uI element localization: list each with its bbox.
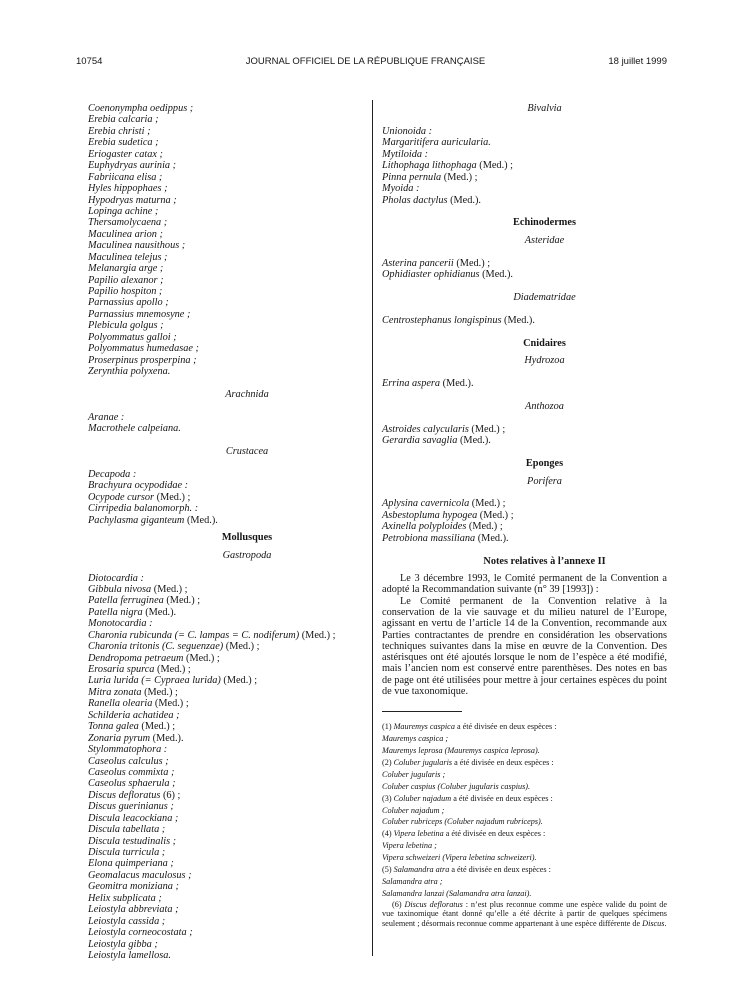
species-entry: Unionoida : <box>382 125 433 137</box>
species-entry <box>88 698 366 709</box>
section-heading: Eponges <box>525 458 564 470</box>
species-entry: Leiostyla cassida ; <box>88 915 166 927</box>
species-entry: Diotocardia : <box>88 572 144 584</box>
species-entry: Polyommatus humedasae ; <box>88 343 199 355</box>
species-entry: Erebia calcaria ; <box>88 114 159 126</box>
species-note: (Med.) ; <box>183 652 220 664</box>
species-name: Ranella olearia <box>88 698 153 710</box>
species-note: (Med.) ; <box>299 629 336 641</box>
species-entry: Schilderia achatidea ; <box>88 709 180 721</box>
footnote-species-name: Coluber jugularis <box>393 758 453 767</box>
species-name: Zonaria pyrum <box>88 732 151 744</box>
footnote-line <box>382 757 667 769</box>
footnote-line <box>382 876 667 888</box>
species-note: (Med.) ; <box>151 583 188 595</box>
species-entry: Monotocardia : <box>88 618 153 630</box>
species-name: Ophidiaster ophidianus <box>382 269 480 281</box>
species-name: Lithophaga lithophaga <box>382 160 477 172</box>
species-name: Astroides calycularis <box>382 423 469 435</box>
species-entry: Papilio alexanor ; <box>88 274 164 286</box>
notes-paragraph: Le 3 décembre 1993, le Comité permanent de la Convention a adopté la Recommandation suivante (n° 39 [1993]) : <box>382 573 667 596</box>
species-note: (Med.). <box>475 532 509 544</box>
species-note: (Med.). <box>447 194 481 206</box>
species-entry: Margaritifera auricularia. <box>382 137 491 149</box>
footnote-number: (4) <box>382 829 394 839</box>
species-entry: Zerynthia polyxena. <box>88 366 171 378</box>
species-entry: Melanargia arge ; <box>88 263 164 275</box>
species-entry: Coenonympha oedippus ; <box>88 103 194 114</box>
footnote-species: Mauremys leprosa (Mauremys caspica leprosa). <box>382 746 540 756</box>
footnote-remark: a été divisée en deux espèces : <box>452 758 554 767</box>
species-entry <box>88 721 366 732</box>
spacer <box>382 281 667 292</box>
species-entry <box>88 653 366 664</box>
species-entry: Caseolus commixta ; <box>88 766 175 778</box>
species-entry <box>88 595 366 606</box>
section-heading: Mollusques <box>221 532 273 544</box>
spacer <box>88 435 366 446</box>
species-note: (Med.) ; <box>220 675 258 687</box>
species-entry: Brachyura ocypodidae : <box>88 480 189 492</box>
species-entry: Thersamolycaena ; <box>88 217 168 229</box>
page-header <box>0 56 731 70</box>
species-note: (Med.) ; <box>141 686 178 698</box>
footnote-species: Salamandra atra ; <box>382 876 443 886</box>
footnote-line <box>382 781 667 793</box>
species-note: (Med.) ; <box>469 498 506 510</box>
footnote-species: Coluber najadum ; <box>382 805 445 815</box>
taxon-heading: Porifera <box>527 475 562 487</box>
species-entry <box>88 492 366 503</box>
species-name: Pinna pernula <box>382 171 442 183</box>
species-note: (Med.). <box>184 514 218 526</box>
footnote-line <box>382 816 667 828</box>
species-entry <box>88 675 366 686</box>
column-divider <box>372 100 373 956</box>
species-note: (6) ; <box>160 789 181 801</box>
footnote-text <box>382 828 667 840</box>
species-name: Charonia rubicunda (= C. lampas = C. nodiferum) <box>88 629 300 641</box>
spacer <box>382 367 667 378</box>
species-name: Gibbula nivosa <box>88 583 152 595</box>
spacer <box>382 544 667 555</box>
species-entry: Leiostyla abbreviata ; <box>88 904 179 916</box>
species-note: (Med.). <box>479 269 514 281</box>
notes-paragraph: Le Comité permanent de la Convention relative à la conservation de la vie sauvage et du milieu naturel de l’Europe, agissant en vertu de l’article 14 de la Convention, recommande aux Parties contractantes de prendre en considération les observations techniques suivantes dans la mise en œuvre de la Convention. Des astérisques ont été ajoutés lorsque le nom de l’espèce a été modifié, mais l’ancien nom est conservé entre parenthèses. Des notes en bas de page ont été utilisées pour mettre à jour certaines espèces du point de vue taxonomique. <box>382 595 667 698</box>
page-number: 10754 <box>76 56 103 67</box>
footnote-remark: a été divisée en deux espèces : <box>449 865 551 875</box>
footnote-line <box>382 852 667 864</box>
species-entry: Macrothele calpeiana. <box>88 423 181 435</box>
species-note: (Med.) ; <box>476 160 514 172</box>
species-entry <box>382 521 667 532</box>
species-entry: Hyles hippophaes ; <box>88 183 168 195</box>
species-entry: Maculinea nausithous ; <box>88 240 186 252</box>
species-name: Mitra zonata <box>88 686 142 698</box>
spacer <box>88 400 366 411</box>
footnote-species: Coluber rubriceps (Coluber najadum rubriceps). <box>382 817 543 827</box>
species-note: (Med.) ; <box>468 423 506 435</box>
section-heading: Notes relatives à l’annexe II <box>483 555 606 567</box>
spacer <box>382 326 667 337</box>
footnote-line <box>382 733 667 745</box>
species-note: (Med.) ; <box>477 509 514 521</box>
footnote-number: (6) <box>392 899 405 909</box>
species-entry: Erebia christi ; <box>88 125 151 137</box>
footnote-line <box>382 840 667 852</box>
species-name: Errina aspera <box>382 378 441 390</box>
footnote-remark: a été divisée en deux espèces : <box>454 722 557 732</box>
species-entry: Fabriicana elisa ; <box>88 171 163 183</box>
species-entry: Euphydryas aurinia ; <box>88 160 177 172</box>
species-note: (Med.) ; <box>163 595 201 607</box>
species-note: (Med.) ; <box>154 491 191 503</box>
footnote-species: Vipera lebetina ; <box>382 841 437 851</box>
species-entry: Cirripedia balanomorph. : <box>88 503 199 515</box>
taxon-heading: Crustacea <box>225 446 269 458</box>
species-name: Axinella polyploides <box>382 521 467 533</box>
footnote-line <box>382 745 667 757</box>
footnote-species-name: Salamandra atra <box>393 865 450 875</box>
species-name: Pachylasma giganteum <box>88 514 185 526</box>
species-note: (Med.) ; <box>223 641 260 653</box>
taxon-heading: Diadematridae <box>513 292 576 303</box>
species-name: Tonna galea <box>88 721 139 733</box>
species-note: (Med.) ; <box>453 257 491 269</box>
species-name: Petrobiona massiliana <box>382 532 476 544</box>
species-entry <box>88 607 366 618</box>
species-entry: Plebicula golgus ; <box>88 320 164 332</box>
species-name: Erosaria spurca <box>88 664 155 675</box>
spacer <box>382 246 667 257</box>
species-note: (Med.). <box>501 314 535 326</box>
taxon-heading: Anthozoa <box>525 400 564 412</box>
footnote-species: Coluber caspius (Coluber jugularis caspius). <box>382 781 531 791</box>
species-entry: Maculinea arion ; <box>88 228 163 240</box>
footnote-text <box>382 757 667 769</box>
species-entry: Caseolus calculus ; <box>88 755 169 767</box>
spacer <box>88 458 366 469</box>
species-entry <box>88 584 366 595</box>
species-entry: Helix subplicata ; <box>88 892 162 904</box>
taxon-heading: Hydrozoa <box>524 355 565 367</box>
spacer <box>382 390 667 401</box>
spacer <box>382 487 667 498</box>
species-entry: Decapoda : <box>88 469 137 480</box>
species-note: (Med.). <box>142 606 177 618</box>
footnote-rule <box>382 711 462 712</box>
species-name: Dendropoma petraeum <box>88 652 184 664</box>
species-entry: Aranae : <box>88 411 125 423</box>
footnote-line <box>382 769 667 781</box>
footnote-species: Coluber jugularis ; <box>382 769 446 779</box>
footnote-line <box>382 864 667 876</box>
species-entry <box>88 515 366 526</box>
footnote-species: Mauremys caspica ; <box>382 734 449 744</box>
species-name: Gerardia savaglia <box>382 435 458 447</box>
left-column <box>88 103 366 961</box>
species-note: (Med.). <box>440 378 474 390</box>
species-note: (Med.) ; <box>138 721 176 733</box>
footnote-species-name: Mauremys caspica <box>393 722 455 732</box>
species-note: (Med.). <box>150 732 184 744</box>
footnote-text <box>382 793 667 805</box>
species-entry: Leiostyla corneocostata ; <box>88 927 193 939</box>
footnote-number: (3) <box>382 793 394 803</box>
species-entry: Discula testudinalis ; <box>88 835 177 847</box>
species-entry <box>382 498 667 509</box>
journal-title: JOURNAL OFFICIEL DE LA RÉPUBLIQUE FRANÇAISE <box>245 56 486 67</box>
footnote-species: Vipera schweizeri (Vipera lebetina schweizeri). <box>382 853 537 863</box>
species-note: (Med.) ; <box>441 171 478 183</box>
species-name: Aplysina cavernicola <box>382 498 470 510</box>
species-entry <box>88 687 366 698</box>
species-name: Patella nigra <box>88 606 143 618</box>
taxon-heading: Bivalvia <box>527 103 562 114</box>
footnote-number: (2) <box>382 758 394 767</box>
species-note: (Med.) ; <box>154 664 191 675</box>
footnote-text <box>382 721 667 733</box>
species-entry <box>382 510 667 521</box>
species-entry: Caseolus sphaerula ; <box>88 778 176 790</box>
species-entry <box>382 533 667 544</box>
species-note: (Med.). <box>457 435 491 447</box>
species-name: Patella ferruginea <box>88 595 164 607</box>
section-heading: Cnidaires <box>523 337 566 349</box>
species-entry: Proserpinus prosperpina ; <box>88 354 197 366</box>
spacer <box>88 378 366 389</box>
species-entry <box>88 664 366 675</box>
species-entry <box>382 160 667 171</box>
species-entry <box>88 630 366 641</box>
taxon-heading: Gastropoda <box>222 549 272 561</box>
species-entry <box>88 733 366 744</box>
species-entry: Eriogaster catax ; <box>88 148 163 160</box>
species-entry: Geomalacus maculosus ; <box>88 869 192 881</box>
taxon-heading: Arachnida <box>225 388 269 400</box>
footnote-line <box>382 805 667 817</box>
footnote-line <box>382 793 667 805</box>
species-entry: Leiostyla lamellosa. <box>88 949 171 961</box>
taxon-heading: Asteridae <box>524 234 565 246</box>
species-entry: Maculinea telejus ; <box>88 251 168 263</box>
footnote-line <box>382 888 667 900</box>
species-entry: Hypodryas maturna ; <box>88 194 177 206</box>
section-heading: Echinodermes <box>513 217 576 229</box>
footnote-text <box>382 864 667 876</box>
species-entry: Papilio hospiton ; <box>88 286 163 297</box>
footnote-remark: . <box>664 919 667 929</box>
spacer <box>382 412 667 423</box>
species-entry: Polyommatus galloi ; <box>88 331 177 343</box>
spacer <box>382 447 667 458</box>
species-entry: Geomitra moniziana ; <box>88 881 179 893</box>
footnote-remark: a été divisée en deux espèces : <box>443 829 546 839</box>
species-entry: Elona quimperiana ; <box>88 858 174 870</box>
species-note: (Med.) ; <box>466 521 503 533</box>
footnote-remark: a été divisée en deux espèces : <box>451 793 553 803</box>
species-entry: Parnassius apollo ; <box>88 297 169 309</box>
species-name: Centrostephanus longispinus <box>382 314 502 326</box>
species-entry <box>382 195 667 206</box>
species-entry <box>88 641 366 652</box>
footnote-species-name: Discus defloratus <box>404 899 463 909</box>
species-entry: Leiostyla gibba ; <box>88 938 158 950</box>
species-name: Asbestopluma hypogea <box>382 509 478 521</box>
footnote-species-name: Coluber najadum <box>393 793 452 803</box>
species-name: Pholas dactylus <box>382 194 448 206</box>
species-name: Ocypode cursor <box>88 491 155 503</box>
footnote-species-name: Vipera lebetina <box>393 829 444 839</box>
right-column <box>382 103 667 929</box>
species-entry <box>382 378 667 389</box>
species-entry: Discula tabellata ; <box>88 824 166 836</box>
spacer <box>382 303 667 314</box>
footnote-line <box>382 828 667 840</box>
footnote-line <box>382 721 667 733</box>
species-entry <box>382 172 667 183</box>
footnote-number: (5) <box>382 865 394 875</box>
species-entry <box>382 269 667 280</box>
species-entry: Discula turricula ; <box>88 847 166 858</box>
species-note: (Med.) ; <box>152 698 189 710</box>
species-entry: Mytiloida : <box>382 148 429 160</box>
footnote-species: Salamandra lanzai (Salamandra atra lanzai). <box>382 888 532 898</box>
spacer <box>382 114 667 125</box>
species-name: Discus defloratus <box>88 789 161 801</box>
species-entry: Lopinga achine ; <box>88 205 159 217</box>
publication-date: 18 juillet 1999 <box>608 56 667 67</box>
species-entry <box>382 435 667 446</box>
species-entry: Stylommatophora : <box>88 744 168 756</box>
footnote-species-name: Discus <box>642 919 665 929</box>
species-name: Charonia tritonis (C. seguenzae) <box>88 641 224 653</box>
footnote-remark: : n’est plus reconnue comme une espèce valide du point de vue taxinomique étant donné qu’elle a été décrite à partir de quelques spécimens seulement ; désormais reconnue comme appartenant à une espèce différente de <box>382 899 667 929</box>
species-entry <box>382 424 667 435</box>
species-entry: Myoida : <box>382 183 420 195</box>
species-entry: Erebia sudetica ; <box>88 137 159 149</box>
species-name: Luria lurida (= Cypraea lurida) <box>88 675 221 687</box>
species-entry <box>382 315 667 326</box>
footnote-paragraph <box>382 900 667 929</box>
footnote-number: (1) <box>382 722 394 732</box>
species-entry <box>88 790 366 801</box>
species-name: Asterina pancerii <box>382 257 454 269</box>
species-entry: Discula leacockiana ; <box>88 812 179 824</box>
spacer <box>88 561 366 572</box>
species-entry: Discus guerinianus ; <box>88 801 174 813</box>
species-entry: Parnassius mnemosyne ; <box>88 308 191 320</box>
species-entry <box>382 258 667 269</box>
spacer <box>382 206 667 217</box>
